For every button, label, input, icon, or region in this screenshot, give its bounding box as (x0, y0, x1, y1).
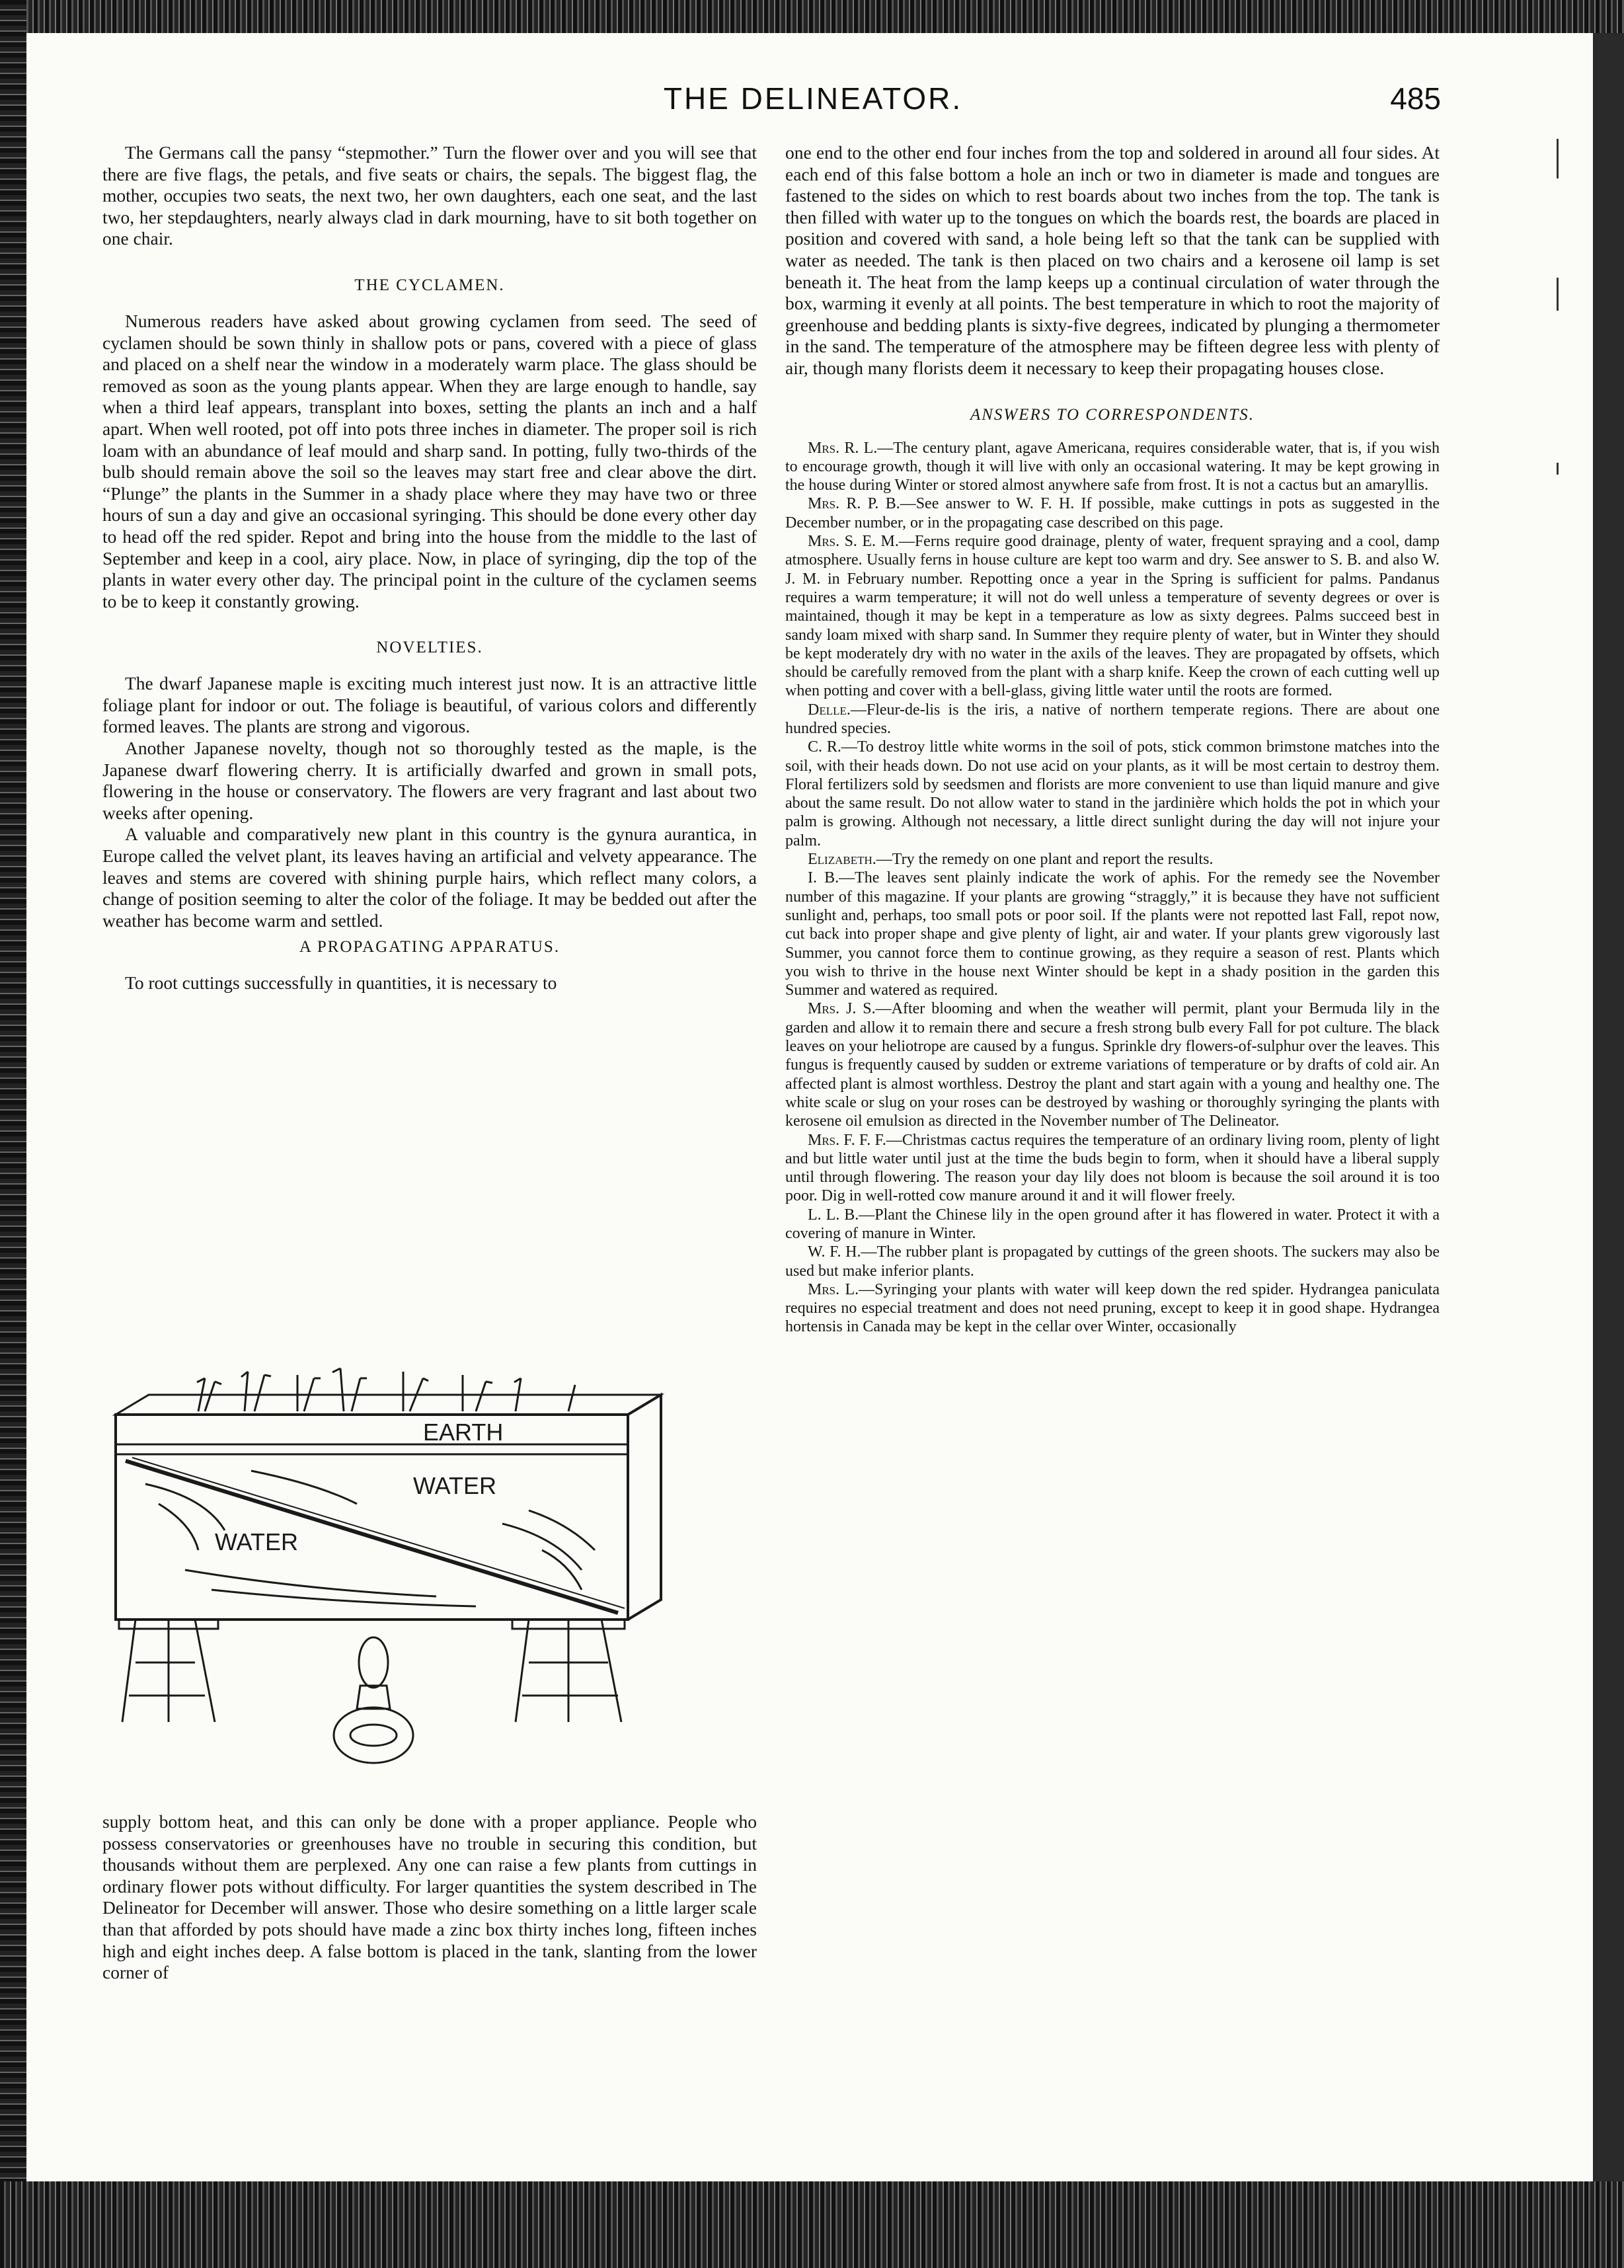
answer-name: Mrs. R. P. B. (808, 495, 900, 513)
answer-name: C. R. (808, 738, 841, 756)
answer-text: —Syringing your plants with water will keep down the red spider. Hydrangea paniculata requires no especial treatment and does not need pruning, except to keep it in good shape. Hydrangea hortensis in Canada may be kept in the cellar over Winter, occasionally (785, 1280, 1440, 1336)
answer-item (785, 869, 1440, 999)
answer-text: —Fleur-de-lis is the iris, a native of northern temperate regions. There are about one hundred species. (785, 701, 1440, 737)
answer-name: Mrs. F. F. F. (808, 1131, 886, 1149)
page-title: THE DELINEATOR. (663, 81, 963, 116)
answer-item (785, 494, 1440, 532)
scan-border-bottom (0, 2181, 1624, 2268)
novelties-paragraph: The dwarf Japanese maple is exciting much interest just now. It is an attractive little foliage plant for indoor or out. The foliage is beautiful, of various colors and differently formed leaves. The plants are strong and vigorous. (102, 673, 757, 737)
answer-name: L. L. B. (808, 1206, 859, 1224)
answer-name: Mrs. S. E. M. (808, 533, 899, 551)
right-column (785, 142, 1440, 1337)
answer-name: Mrs. L. (808, 1280, 859, 1298)
cyclamen-paragraph: Numerous readers have asked about growing cyclamen from seed. The seed of cyclamen should be sown thinly in shallow pots or pans, covered with a piece of glass and placed on a shelf near the window in a moderately warm place. The glass should be removed as soon as the young plants appear. When they are large enough to handle, say when a third leaf appears, transplant into boxes, setting the plants an inch and a half apart. When well rooted, pot off into pots three inches in diameter. The proper soil is rich loam with an abundance of leaf mould and sharp sand. In potting, fully two-thirds of the bulb should remain above the soil so the leaves may start free and clear above the dirt. “Plunge” the plants in the Summer in a shady place where they may have two or three hours of sun a day and give an occasional syringing. This should be done every other day to head off the red spider. Repot and bring into the house from the middle to the last of September and keep in a cool, airy place. Now, in place of syringing, dip the top of the plants in water every other day. The principal point in the culture of the cyclamen seems to be to keep it constantly growing. (102, 310, 757, 611)
answer-text: —Try the remedy on one plant and report the results. (876, 851, 1214, 869)
answer-name: W. F. H. (808, 1243, 861, 1261)
pansy-paragraph: The Germans call the pansy “stepmother.” Turn the flower over and you will see that there are five flags, the petals, and five seats or chairs, the sepals. The biggest flag, the mother, occupies two seats, the next two, her own daughters, each one seat, and the last two, her stepdaughters, nearly always clad in dark mourning, have to sit both together on one chair. (102, 142, 757, 249)
left-column-bottom (102, 1811, 757, 1984)
answer-text: —To destroy little white worms in the soil of pots, stick common brimstone matches into the soil, with their heads down. Do not use acid on your plants, as it will be most certain to destroy them. Floral fertilizers sold by seedsmen and florists are more convenient to use than liquid manure and give about the same result. Do not allow water to stand in the jardinière which holds the pot in which your palm is growing. Although not necessary, a little direct sunlight during the day will not injure your palm. (785, 738, 1440, 849)
answer-text: —See answer to W. F. H. If possible, make cuttings in pots as suggested in the December number, or in the propagating case described on this page. (785, 495, 1440, 531)
answer-name: I. B. (808, 869, 839, 887)
answer-text: —The century plant, agave Americana, requires considerable water, that is, if you wish to encourage growth, though it will live with only an occasional watering. It may be kept growing in the house during Winter or stored almost anywhere safe from frost. It is not a cactus but an amaryllis. (785, 439, 1440, 494)
answer-item (785, 701, 1440, 738)
propagating-right-paragraph: one end to the other end four inches from the top and soldered in around all four sides. At each end of this false bottom a hole an inch or two in diameter is made and tongues are fastened to the sides on which to rest boards about two inches from the top. The tank is then filled with water up to the tongues on which the boards rest, the boards are placed in position and covered with sand, a hole being left so that the tank can be supplied with water as needed. The tank is then placed on two chairs and a kerosene oil lamp is set beneath it. The heat from the lamp keeps up a continual circulation of water through the box, warming it evenly at all points. The best temperature in which to root the majority of greenhouse and bedding plants is sixty-five degrees, indicated by plunging a thermometer in the sand. The temperature of the atmosphere may be fifteen degree less with plenty of air, though many florists deem it necessary to keep their propagating houses close. (785, 142, 1440, 378)
answer-item (785, 1131, 1440, 1206)
answer-item (785, 1243, 1440, 1280)
answer-item (785, 1280, 1440, 1337)
answer-text: —The leaves sent plainly indicate the work of aphis. For the remedy see the November number of this magazine. If your plants are growing “straggly,” it is because they have not sufficient sunlight and, perhaps, too small pots or poor soil. If the plants were not repotted last Fall, repot now, cut back into proper shape and give plenty of light, air and water. If your plants grew vigorously last Summer, you cannot force them to continue growing, as they require a season of rest. Plants which you wish to thrive in the house next Winter should be kept in a shady position in the garden this Summer and watered as required. (785, 869, 1440, 999)
propagating-heading: A PROPAGATING APPARATUS. (299, 938, 561, 957)
propagating-intro: To root cuttings successfully in quantities, it is necessary to (125, 972, 557, 994)
answer-name: Elizabeth. (808, 851, 876, 869)
answer-item (785, 850, 1440, 869)
propagating-continuation: supply bottom heat, and this can only be done with a proper appliance. People who possess conservatories or greenhouses have no trouble in securing this condition, but thousands without them are perplexed. Any one can raise a few plants from cuttings in ordinary flower pots without difficulty. For larger quantities the system described in The Delineator for December will answer. Those who desire something on a little larger scale than that afforded by pots should have made a zinc box thirty inches long, fifteen inches high and eight inches deep. A false bottom is placed in the tank, slanting from the lower corner of (102, 1811, 757, 1983)
answer-text: —Christmas cactus requires the temperature of an ordinary living room, plenty of light and but little water until just at the time the buds begin to form, when it should have a liberal supply until through flowering. The reason your day lily does not bloom is because the soil around it is too poor. Dig in well-rotted cow manure around it and it will flower freely. (785, 1131, 1440, 1205)
novelties-paragraph: A valuable and comparatively new plant in this country is the gynura aurantica, in Europe called the velvet plant, its leaves having an artificial and velvety appearance. The leaves and stems are covered with shining purple hairs, which reflect many colors, a change of position seeming to alter the color of the foliage. It may be bedded out after the weather has become warm and settled. (102, 824, 757, 931)
propagating-apparatus-illustration (106, 1352, 687, 1775)
answer-text: —The rubber plant is propagated by cuttings of the green shoots. The suckers may also be used but make inferior plants. (785, 1243, 1440, 1280)
answer-text: —Ferns require good drainage, plenty of water, frequent spraying and a cool, damp atmosphere. Usually ferns in house culture are kept too warm and dry. See answer to S. B. and also W. J. M. in February number. Repotting once a year in the Spring is sufficient for palms. Pandanus requires a warm temperature; it will not do well unless a temperature of seventy degrees or over is maintained, though it may be kept in a temperature as low as sixty degrees. Palms succeed best in sandy loam mixed with sharp sand. In Summer they require plenty of water, but in Winter they should be kept moderately dry with no water in the axils of the leaves. They are propagated by offsets, which should be carefully removed from the plant with a sharp knife. Keep the crown of each cutting well up when potting and cover with a bell-glass, giving little water until the roots are formed. (785, 533, 1440, 700)
scan-border-top (0, 0, 1624, 33)
answer-name: Mrs. R. L. (808, 439, 878, 457)
margin-mark (1557, 463, 1559, 475)
scan-border-left (0, 0, 26, 2268)
answer-item (785, 532, 1440, 701)
novelties-paragraph: Another Japanese novelty, though not so thoroughly tested as the maple, is the Japanese dwarf flowering cherry. It is artificially dwarfed and grown in small pots, flowering in the house or conservatory. The flowers are very fragrant and last about two weeks after opening. (102, 738, 757, 823)
page-number: 485 (1390, 81, 1441, 116)
answer-name: Mrs. J. S. (808, 1000, 876, 1018)
answer-name: Delle. (808, 701, 851, 719)
margin-mark (1557, 278, 1559, 311)
label-water-bottom: WATER (215, 1528, 298, 1555)
answer-text: —Plant the Chinese lily in the open ground after it has flowered in water. Protect it with a covering of manure in Winter. (785, 1206, 1440, 1242)
label-earth: EARTH (423, 1419, 504, 1446)
answer-item (785, 738, 1440, 850)
cyclamen-heading: THE CYCLAMEN. (354, 276, 505, 294)
answer-item (785, 1206, 1440, 1243)
answer-item (785, 999, 1440, 1130)
label-water-top: WATER (413, 1472, 496, 1499)
novelties-heading: NOVELTIES. (376, 639, 483, 657)
answer-text: —After blooming and when the weather will permit, plant your Bermuda lily in the garden and allow it to remain there and secure a fresh strong bulb every Fall for pot culture. The black leaves on your heliotrope are caused by a fungus. Sprinkle dry flowers-of-sulphur over the leaves. This fungus is frequently caused by sudden or extreme variations of temperature or by drafts of cold air. An affected plant is almost worthless. Destroy the plant and start again with a young and healthy one. The white scale or slug on your roses can be destroyed by washing or thoroughly syringing the plants with kerosene oil emulsion as directed in the November number of The Delineator. (785, 1000, 1440, 1130)
margin-mark (1557, 139, 1559, 178)
answers-heading: ANSWERS TO CORRESPONDENTS. (970, 405, 1255, 424)
answer-item (785, 439, 1440, 495)
left-column (102, 142, 757, 994)
